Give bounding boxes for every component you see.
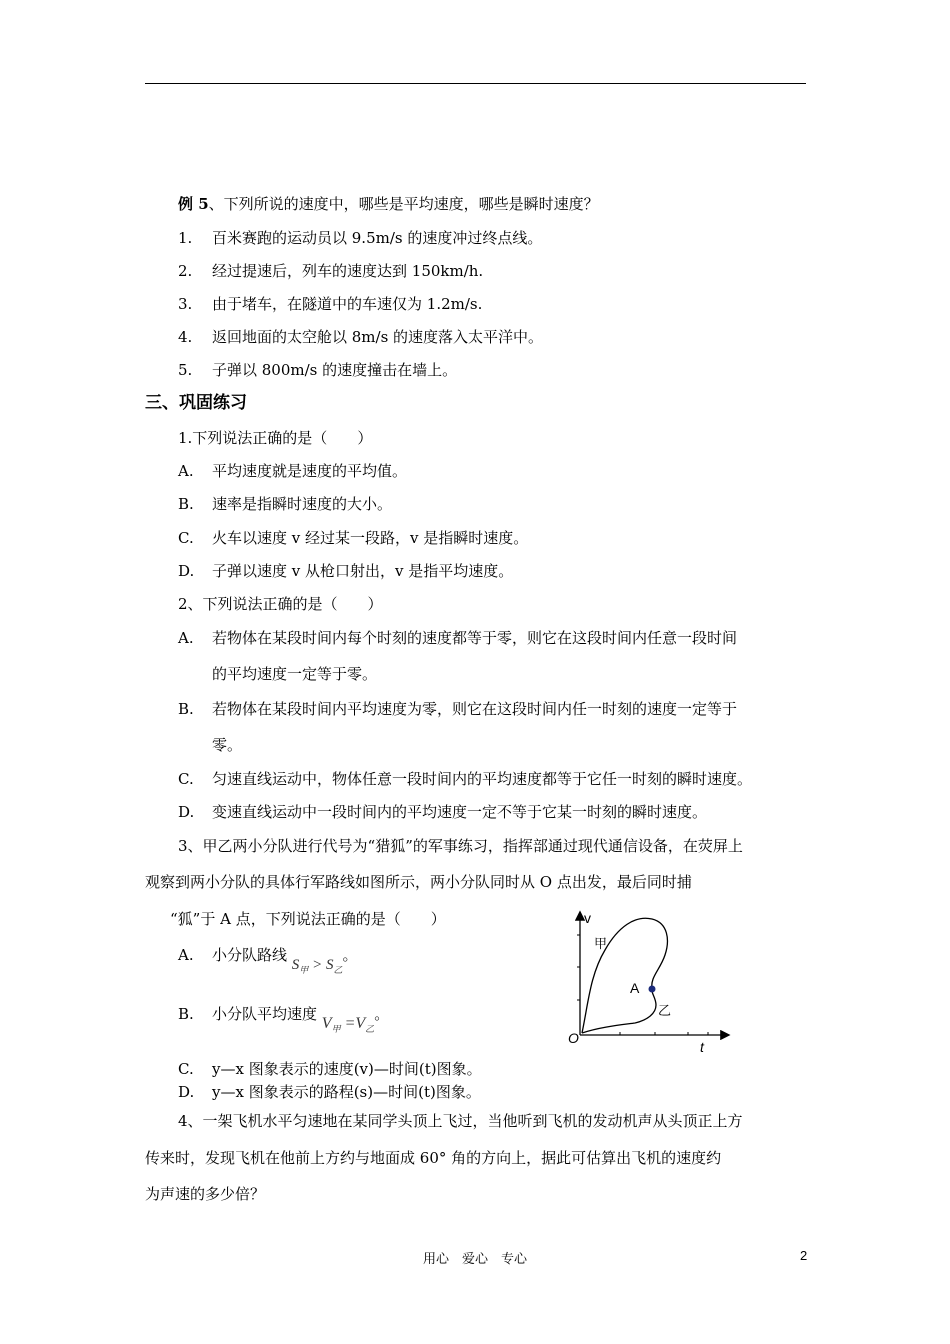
q1-option-b: B. 速率是指瞬时速度的大小。 [178,495,393,513]
footer-slogan: 用心 爱心 专心 [422,1252,527,1267]
q4-line2: 传来时，发现飞机在他前上方约与地面成 60° 角的方向上，据此可估算出飞机的速度约 [145,1149,722,1167]
q3-option-a: A. 小分队路线 $S_甲 > S_乙$。 [178,946,358,975]
path-jia-label: 甲 [594,937,608,952]
q3-option-d: D. y—x 图象表示的路程(s)—时间(t)图象。 [178,1083,481,1101]
q3-option-b-formula: $V_甲 =V_乙$ [321,1015,375,1035]
q1-stem: 1.下列说法正确的是（ ） [178,429,373,447]
header-rule [145,83,806,84]
q3-option-b: B. 小分队平均速度 $V_甲 =V_乙$。 [178,1005,390,1035]
list-item: 5. 子弹以 800m/s 的速度撞击在墙上。 [178,361,458,379]
q2-option-b-cont: 零。 [212,736,243,754]
example-question-text: 、下列所说的速度中，哪些是平均速度，哪些是瞬时速度？ [208,195,599,213]
q2-stem: 2、下列说法正确的是（ ） [178,595,383,613]
example-question [178,194,599,214]
y-axis-label: v [584,910,591,926]
q3-stem-line1: 3、甲乙两小分队进行代号为“猎狐”的军事练习，指挥部通过现代通信设备，在荧屏上 [178,837,743,855]
q2-option-a-cont: 的平均速度一定等于零。 [212,665,378,683]
q3-option-a-formula: $S_甲 > S_乙$ [291,957,343,975]
q3-option-c: C. y—x 图象表示的速度(v)—时间(t)图象。 [178,1060,482,1078]
list-item: 1. 百米赛跑的运动员以 9.5m/s 的速度冲过终点线。 [178,229,543,247]
section-title: 三、巩固练习 [145,393,247,413]
q1-option-c: C. 火车以速度 v 经过某一段路，v 是指瞬时速度。 [178,529,529,547]
q1-option-d: D. 子弹以速度 v 从枪口射出，v 是指平均速度。 [178,562,514,580]
trajectory-figure [560,905,740,1055]
q2-option-d: D. 变速直线运动中一段时间内的平均速度一定不等于它某一时刻的瞬时速度。 [178,803,708,821]
q3-stem-line3: “狐”于 A 点，下列说法正确的是（ ） [170,910,446,928]
q2-option-c: C. 匀速直线运动中，物体任意一段时间内的平均速度都等于它任一时刻的瞬时速度。 [178,770,753,788]
point-a-label: A [630,980,640,996]
origin-label: O [568,1030,579,1046]
point-a-marker [649,986,656,993]
q1-option-a: A. 平均速度就是速度的平均值。 [178,462,408,480]
list-item: 4. 返回地面的太空舱以 8m/s 的速度落入太平洋中。 [178,328,544,346]
path-yi [582,989,656,1033]
q4-line3: 为声速的多少倍？ [145,1185,266,1203]
path-jia [582,918,667,1033]
page-number: 2 [800,1248,808,1263]
example-label: 例 5 [178,195,209,213]
path-yi-label: 乙 [658,1004,672,1019]
q3-stem-line2: 观察到两小分队的具体行军路线如图所示，两小分队同时从 O 点出发，最后同时捕 [145,873,692,891]
x-axis-label: t [700,1039,704,1055]
q2-option-a: A. 若物体在某段时间内每个时刻的速度都等于零，则它在这段时间内任意一段时间 [178,629,738,647]
list-item: 3. 由于堵车，在隧道中的车速仅为 1.2m/s. [178,295,483,313]
list-item: 2. 经过提速后，列车的速度达到 150km/h. [178,262,484,280]
q4-line1: 4、一架飞机水平匀速地在某同学头顶上飞过，当他听到飞机的发动机声从头顶正上方 [178,1112,743,1130]
q2-option-b: B. 若物体在某段时间内平均速度为零，则它在这段时间内任一时刻的速度一定等于 [178,700,738,718]
